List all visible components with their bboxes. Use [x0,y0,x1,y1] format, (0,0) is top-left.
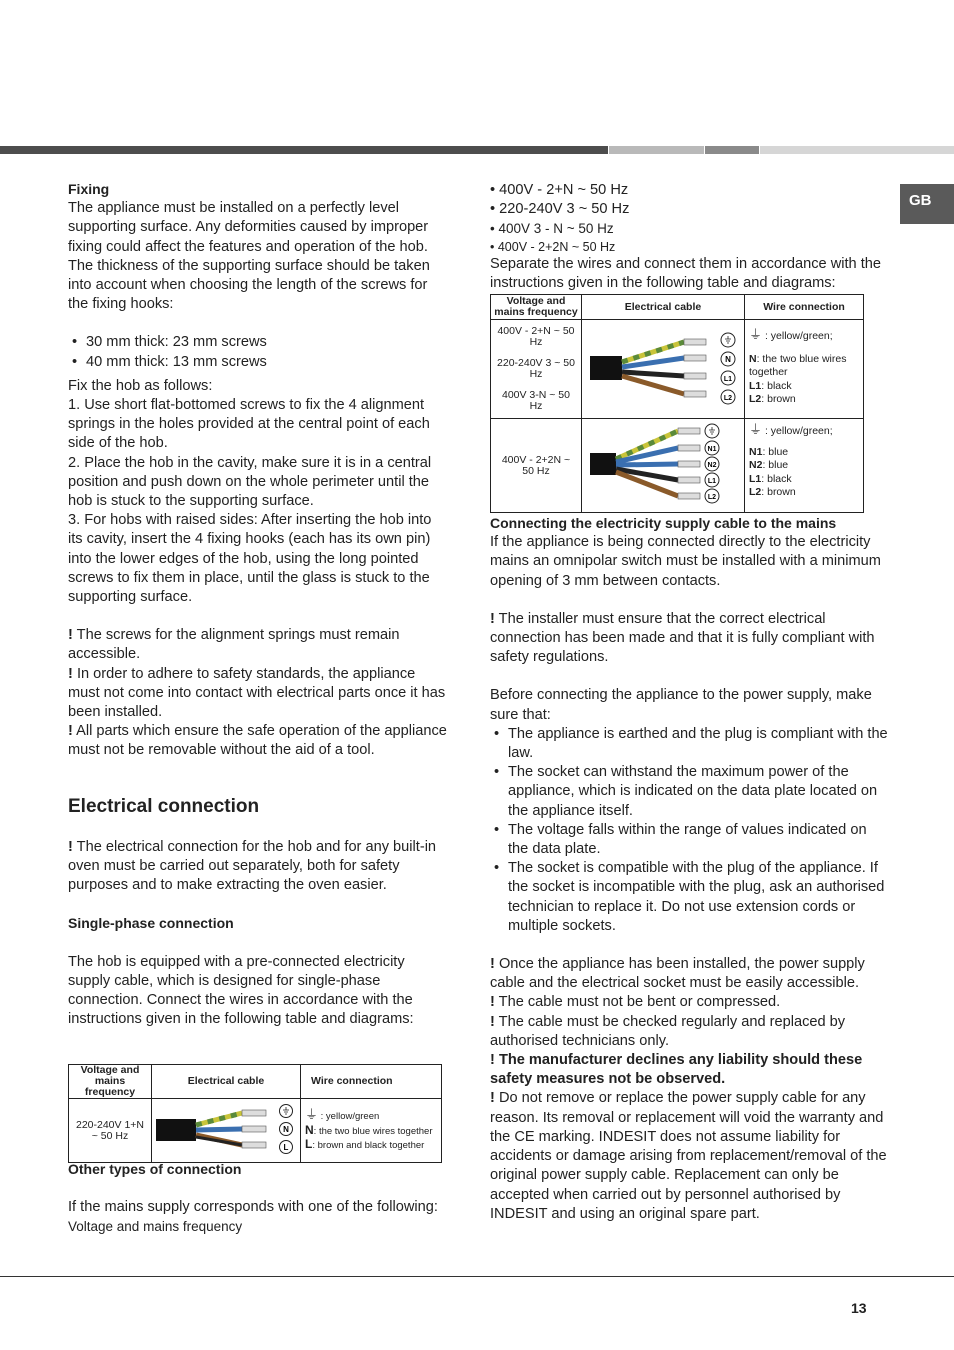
right-column-bottom [490,514,890,1224]
svg-text:L2: L2 [723,395,733,402]
earth-icon: ⏚ [749,327,763,342]
fix-intro: Fix the hob as follows: [68,377,213,394]
wire-earth: ⏚ : yellow/green; [749,327,833,342]
safety-checklist [490,725,890,936]
single-phase-wiring-table [68,1064,442,1163]
table-cell-voltage: 400V - 2+2N ~ 50 Hz [491,419,582,513]
wire-n2: N2: blue [749,459,789,471]
svg-text:N: N [725,355,731,364]
table-cell-wire-connection [745,419,864,513]
warning-alignment-springs: ! The screws for the alignment springs must remain accessible. [68,627,400,663]
supply-option: • 400V - 2+2N ~ 50 Hz [490,239,616,254]
header-bar-mid [705,146,759,154]
wire-neutral: N: the two blue wires together [749,352,847,378]
table-header-wire: Wire connection [301,1065,442,1099]
warning-removable-parts: ! All parts which ensure the safe operation of the appliance must not be removable without the aid of a tool. [68,723,447,759]
warning-cable-removal: ! Do not remove or replace the power supply cable for any reason. Its removal or replacement will void the warranty and the CE marking. INDESIT does not assume liability for accidents or damage arising from replacement/removal of the original power supply cable. Replacement can only be accepted when carried out by personnel authorised by INDESIT and using an original spare part. [490,1090,887,1222]
wire-neutral: N: the two blue wires together [305,1122,433,1137]
mains-connection-heading: Connecting the electricity supply cable to the mains [490,515,837,531]
list-item: • The socket can withstand the maximum power of the appliance, which is indicated on the data plate located on the appliance itself. [490,763,890,821]
table-cell-voltage: 400V - 2+N ~ 50 Hz 220-240V 3 ~ 50 Hz 400V 3-N ~ 50 Hz [491,320,582,419]
svg-text:L: L [283,1143,289,1152]
right-column-top [490,181,890,293]
supply-option: • 400V - 2+N ~ 50 Hz [490,182,629,198]
header-bar-light [609,146,704,154]
cable-diagram-three-wire [582,320,744,415]
warning-not-bent: ! The cable must not be bent or compressed. [490,994,781,1011]
warning-installer: ! The installer must ensure that the correct electrical connection has been made and that it is fully compliant with safety regulations. [490,610,875,666]
earth-icon: ⏚ [305,1107,319,1123]
list-item: • The appliance is earthed and the plug is compliant with the law. [490,725,890,763]
screw-length-list [68,333,448,371]
multi-phase-wiring-table [490,294,864,513]
table-header-cable: Electrical cable [582,295,745,320]
language-tab: GB [900,184,954,224]
mains-connection-paragraph: If the appliance is being connected directly to the electricity mains an omnipolar switch must be installed with a minimum opening of 3 mm between contacts. [490,534,881,589]
table-header-cable: Electrical cable [152,1065,301,1099]
other-connections-heading: Other types of connection [68,1161,242,1177]
table-cell-wire-connection [745,320,864,419]
left-column-bottom [68,1160,448,1237]
warning-accessible: ! Once the appliance has been installed, the power supply cable and the electrical socket must be easily accessible. [490,956,865,992]
fixing-heading: Fixing [68,181,110,197]
warning-electrical-parts: ! In order to adhere to safety standards, the appliance must not come into contact with electrical parts once it has been installed. [68,665,446,721]
svg-text:L2: L2 [707,494,717,501]
voltage-frequency-label: Voltage and mains frequency [68,1219,243,1235]
svg-text:L1: L1 [707,478,717,485]
warning-liability: ! The manufacturer declines any liability should these safety measures not be observed. [490,1052,863,1088]
other-connections-paragraph: If the mains supply corresponds with one of the following: [68,1199,438,1216]
single-phase-paragraph: The hob is equipped with a pre-connected electricity supply cable, which is designed for single-phase connection. Connect the wires in accordance with the instructions given in the following table and diagrams: [68,953,414,1028]
electrical-connection-heading: Electrical connection [68,795,260,817]
supply-option: • 400V 3 - N ~ 50 Hz [490,221,614,237]
earth-icon: ⏚ [749,422,763,437]
fix-step-1: 1. Use short flat-bottomed screws to fix the 4 alignment springs in the holes provided at the central point of each side of the hob. [68,397,430,452]
svg-text:N2: N2 [707,462,717,469]
single-phase-heading: Single-phase connection [68,915,234,932]
svg-text:N: N [283,1125,289,1134]
wire-live: L: brown and black together [305,1137,425,1152]
wire-n1: N1: blue [749,445,789,458]
list-item: • The voltage falls within the range of values indicated on the data plate. [490,821,890,859]
supply-option: • 220-240V 3 ~ 50 Hz [490,201,630,218]
table-cell-cable-diagram [582,419,745,513]
warning-checked-regularly: ! The cable must be checked regularly and replaced by authorised technicians only. [490,1013,846,1049]
table-header-wire: Wire connection [745,295,864,320]
wire-l2: L2: brown [749,393,796,405]
cable-diagram-four-wire [582,419,744,509]
table-cell-cable-diagram [582,320,745,419]
wire-l1: L1: black [749,472,792,485]
wire-l1: L1: black [749,379,792,392]
wire-earth: ⏚ : yellow/green; [749,422,833,437]
footer-rule [0,1276,954,1277]
svg-text:L1: L1 [723,376,733,383]
list-item: • 30 mm thick: 23 mm screws [68,333,448,352]
table-header-voltage: Voltage and mains frequency [69,1065,152,1099]
fixing-paragraph-1: The appliance must be installed on a perfectly level supporting surface. Any deformities caused by improper fixing could affect the features and operation of the hob. [68,200,429,255]
table-cell-voltage: 220-240V 1+N ~ 50 Hz [69,1099,152,1163]
cable-diagram-single-phase [152,1099,300,1159]
fix-step-2: 2. Place the hob in the cavity, make sure it is in a central position and push down on the whole perimeter until the hob is stuck to the supporting surface. [68,454,432,510]
table-cell-cable-diagram [152,1099,301,1163]
wire-l2: L2: brown [749,486,796,498]
separate-wires-paragraph: Separate the wires and connect them in accordance with the instructions given in the following table and diagrams: [490,255,882,291]
page-number: 13 [851,1300,867,1316]
left-column [68,180,448,1029]
header-bar-pale [760,146,954,154]
list-item: • The socket is compatible with the plug of the appliance. If the socket is incompatible with the plug, ask an authorised technician to replace it. Do not use extension cords or multiple sockets. [490,859,890,936]
table-cell-wire-connection [301,1099,442,1163]
list-item: • 40 mm thick: 13 mm screws [68,353,448,372]
fixing-paragraph-2: The thickness of the supporting surface should be taken into account when choosing the length of the screws for the fixing hooks: [68,257,430,313]
wire-earth: ⏚ : yellow/green [305,1107,380,1123]
table-header-voltage: Voltage and mains frequency [491,295,582,320]
before-connecting-paragraph: Before connecting the appliance to the power supply, make sure that: [490,687,872,723]
warning-separate-connection: ! The electrical connection for the hob and for any built-in oven must be carried out separately, both for safety purposes and to make extracting the oven easier. [68,838,437,894]
svg-text:N1: N1 [707,446,717,453]
fix-step-3: 3. For hobs with raised sides: After inserting the hob into its cavity, insert the 4 fixing hooks (each has its own pin) into the lower edges of the hob, using the long pointed screws to fix them in place, until the glass is stuck to the supporting surface. [68,512,432,606]
header-bar-dark [0,146,608,154]
